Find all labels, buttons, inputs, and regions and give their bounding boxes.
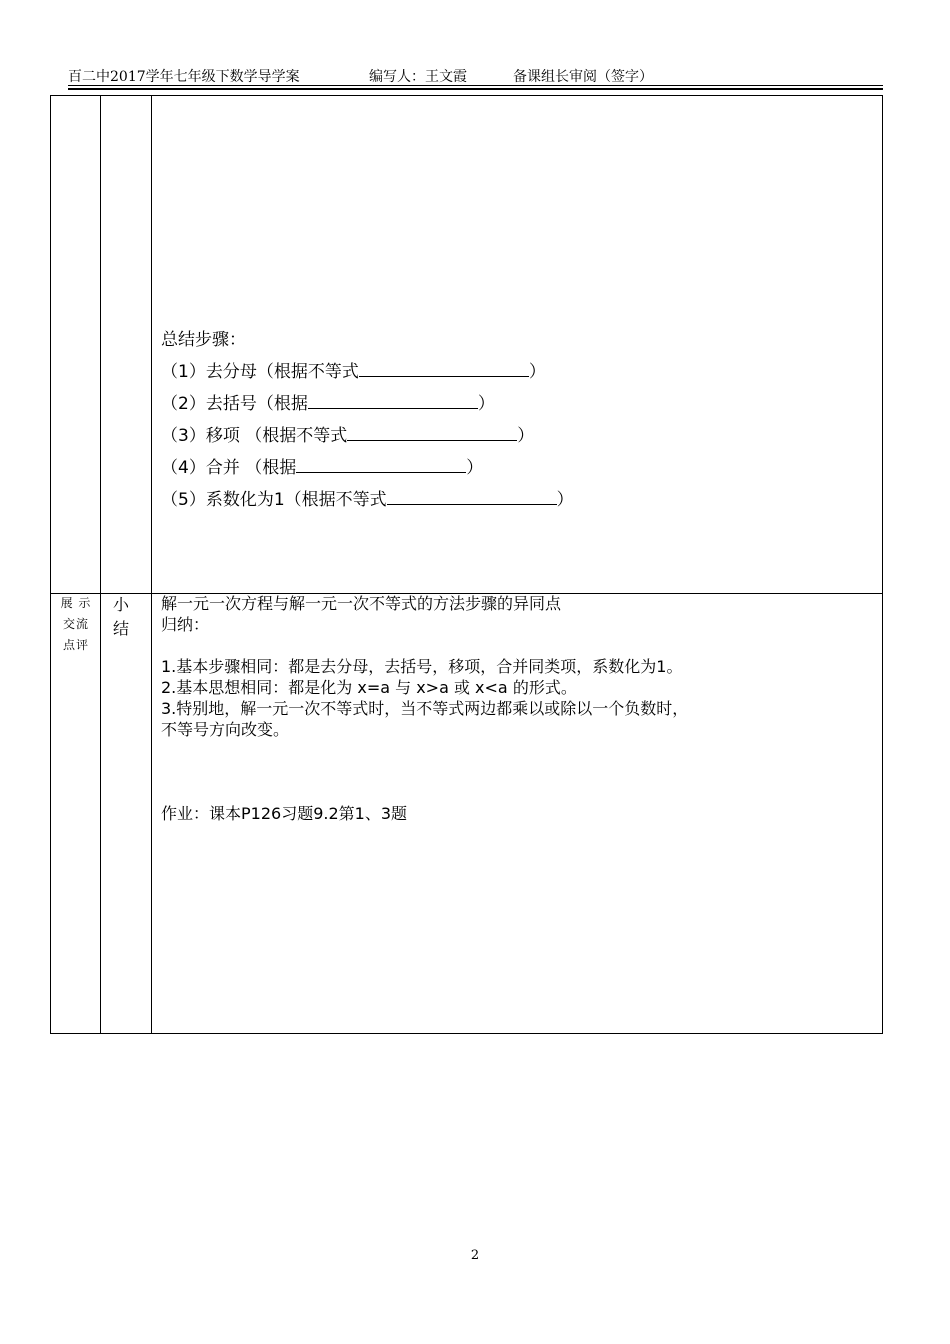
- answer-blank[interactable]: [387, 486, 557, 505]
- answer-blank[interactable]: [359, 358, 529, 377]
- step-4: （4）合并 （根据 ）: [161, 452, 574, 484]
- answer-blank[interactable]: [308, 390, 478, 409]
- page-number: 2: [470, 1248, 480, 1263]
- summary-intro: 归纳：: [161, 615, 210, 634]
- lesson-table: [50, 95, 883, 1034]
- header-rule-thick: [68, 88, 883, 90]
- column-divider-1: [100, 96, 101, 1033]
- header-author: 编写人：王文霞: [369, 69, 467, 85]
- step-5: （5）系数化为1（根据不等式 ）: [161, 484, 574, 516]
- section-label-display-comment: 展 示 交流 点评: [60, 596, 92, 652]
- summary-point-3: 3.特别地，解一元一次不等式时，当不等式两边都乘以或除以一个负数时，: [161, 699, 689, 718]
- column-divider-2: [151, 96, 152, 1033]
- step-2: （2）去括号（根据 ）: [161, 388, 574, 420]
- summary-title: 解一元一次方程与解一元一次不等式的方法步骤的异同点: [161, 594, 562, 613]
- steps-section: [161, 324, 574, 516]
- header-rule: [68, 85, 883, 86]
- summary-point-1: 1.基本步骤相同：都是去分母，去括号，移项，合并同类项，系数化为1。: [161, 657, 683, 676]
- header-title: 百二中2017学年七年级下数学导学案: [68, 69, 300, 85]
- steps-heading: 总结步骤：: [161, 330, 246, 350]
- summary-point-2: 2.基本思想相同：都是化为 x=a 与 x>a 或 x<a 的形式。: [161, 678, 577, 697]
- answer-blank[interactable]: [296, 454, 466, 473]
- summary-section: [161, 593, 688, 824]
- step-1: （1）去分母（根据不等式 ）: [161, 356, 574, 388]
- homework: 作业：课本P126习题9.2第1、3题: [161, 804, 407, 823]
- answer-blank[interactable]: [347, 422, 517, 441]
- header-review: 备课组长审阅（签字）: [513, 69, 653, 85]
- step-3: （3）移项 （根据不等式 ）: [161, 420, 574, 452]
- summary-point-3-cont: 不等号方向改变。: [161, 720, 290, 739]
- page-header: [68, 62, 883, 86]
- sub-label-summary: 小 结: [112, 595, 129, 638]
